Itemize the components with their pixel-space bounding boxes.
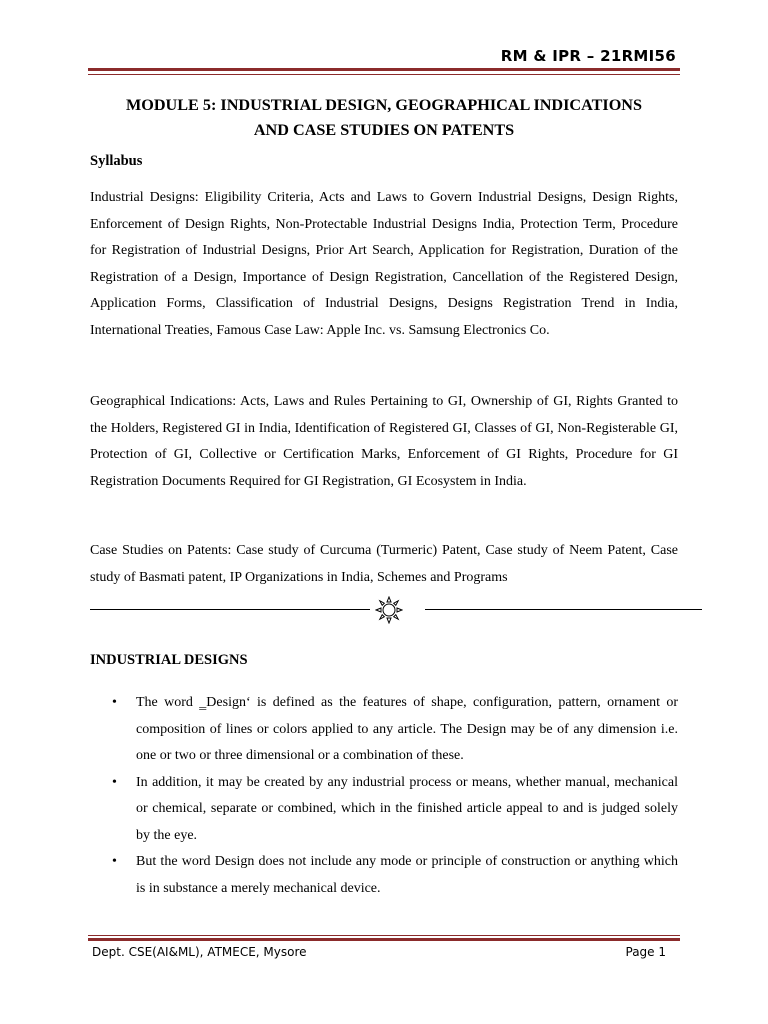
footer-department: Dept. CSE(AI&ML), ATMECE, Mysore	[92, 945, 307, 959]
module-title-line-1: MODULE 5: INDUSTRIAL DESIGN, GEOGRAPHICAL INDICATIONS	[126, 96, 642, 114]
course-code: RM & IPR – 21RMI56	[500, 47, 676, 65]
list-item	[90, 849, 678, 902]
module-title	[88, 93, 680, 143]
syllabus-heading: Syllabus	[90, 153, 143, 169]
list-item-text: But the word Design does not include any mode or principle of construction or anything which is in substance a merely mechanical device.	[136, 854, 678, 896]
footer-rule-thick	[88, 938, 680, 941]
list-item-text: In addition, it may be created by any industrial process or means, whether manual, mechanical or chemical, separate or combined, which in the finished article appeal to and is judged solely by the eye.	[136, 774, 678, 843]
list-item	[90, 690, 678, 770]
industrial-designs-heading: INDUSTRIAL DESIGNS	[90, 652, 248, 668]
header-rule-thin	[88, 74, 680, 75]
list-item	[90, 770, 678, 850]
module-title-line-2: AND CASE STUDIES ON PATENTS	[253, 121, 515, 139]
syllabus-paragraph-geographical-indications: Geographical Indications: Acts, Laws and Rules Pertaining to GI, Ownership of GI, Rights Granted to the Holders, Registered GI in India, Identification of Registered GI, Classes of GI, Non-Registerable GI, Protection of GI, Collective or Certification Marks, Enforcement of GI Rights, Procedure for GI Registration Documents Required for GI Registration, GI Ecosystem in India.	[90, 394, 678, 489]
divider-line-right	[425, 609, 702, 610]
sun-ornament-icon	[375, 596, 403, 624]
syllabus-paragraph-case-studies: Case Studies on Patents: Case study of Curcuma (Turmeric) Patent, Case study of Neem Patent, Case study of Basmati patent, IP Organizations in India, Schemes and Programs	[90, 543, 678, 585]
divider-line-left	[90, 609, 370, 610]
industrial-designs-list	[90, 690, 678, 902]
footer-page-number: Page 1	[625, 945, 666, 959]
bullet-icon: •	[112, 695, 117, 710]
list-item-text: The word ‗Design‘ is defined as the features of shape, configuration, pattern, ornament or composition of lines or colors applied to any article. The Design may be of any dimension i.e. one or two or three dimensional or a combination of these.	[136, 695, 678, 763]
header-rule-thick	[88, 68, 680, 71]
syllabus-paragraph-industrial-designs: Industrial Designs: Eligibility Criteria, Acts and Laws to Govern Industrial Designs, Design Rights, Enforcement of Design Rights, Non-Protectable Industrial Designs India, Protection Term, Procedure for Registration of Industrial Designs, Prior Art Search, Application for Registration, Duration of the Registration of a Design, Importance of Design Registration, Cancellation of the Registered Design, Application Forms, Classification of Industrial Designs, Designs Registration Trend in India, International Treaties, Famous Case Law: Apple Inc. vs. Samsung Electronics Co.	[90, 190, 678, 338]
section-divider	[90, 596, 702, 624]
bullet-icon: •	[112, 774, 117, 790]
footer-rule-thin	[88, 935, 680, 936]
bullet-icon: •	[112, 854, 117, 869]
